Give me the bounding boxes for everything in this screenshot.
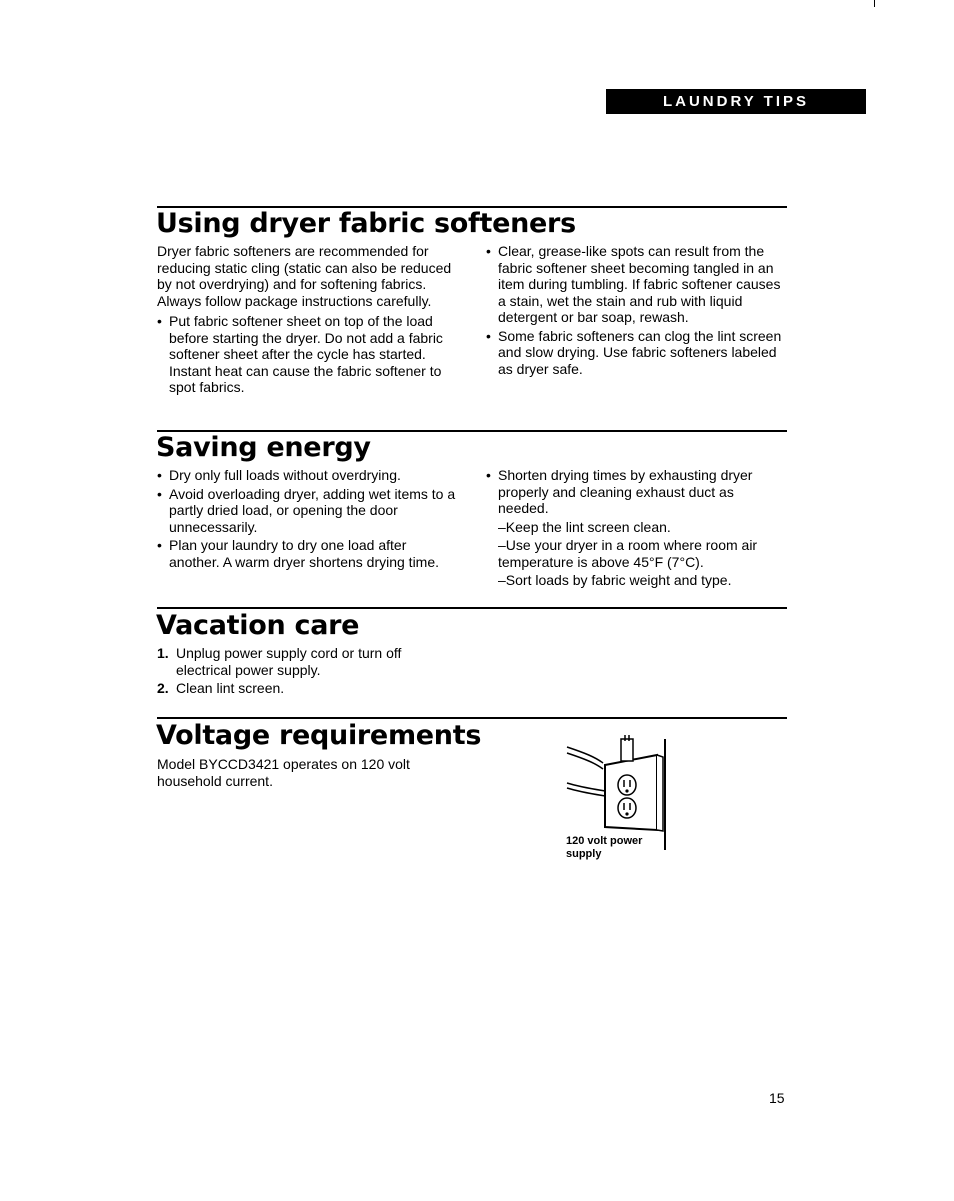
figure-caption: 120 volt power supply xyxy=(566,835,643,860)
list-item: • Clear, grease-like spots can result from the fabric softener sheet becoming tangled in an item during tumbling. If fabric softener causes a stain, wet the stain and rub with liquid detergent or bar soap, rewash. xyxy=(486,243,786,326)
sub-list-item: –Use your dryer in a room where room air temperature is above 45°F (7°C). xyxy=(498,537,758,570)
energy-left-column xyxy=(157,467,457,572)
list-item: • Shorten drying times by exhausting dryer properly and cleaning exhaust duct as needed. xyxy=(486,467,786,517)
voltage-text-column xyxy=(157,756,447,793)
list-item: • Avoid overloading dryer, adding wet items to a partly dried load, or opening the door unnecessarily. xyxy=(157,486,457,536)
softeners-intro: Dryer fabric softeners are recommended for reducing static cling (static can also be reduced by not overdrying) and for softening fabrics. Always follow package instructions carefully. xyxy=(157,243,452,309)
list-item: • Put fabric softener sheet on top of the load before starting the dryer. Do not add a fabric softener sheet after the cycle has started. Instant heat can cause the fabric softener to spot fabrics. xyxy=(157,313,457,396)
step-item xyxy=(157,680,427,697)
vacation-heading: Vacation care xyxy=(156,610,360,641)
energy-right-column xyxy=(486,467,786,591)
list-item: • Some fabric softeners can clog the lint screen and slow drying. Use fabric softeners labeled as dryer safe. xyxy=(486,328,786,378)
vacation-steps xyxy=(157,645,427,699)
energy-heading: Saving energy xyxy=(156,432,371,463)
step-item xyxy=(157,645,427,678)
section-rule xyxy=(157,717,787,719)
crop-mark xyxy=(874,0,875,7)
step-number: 2. xyxy=(157,680,169,696)
softeners-heading: Using dryer fabric softeners xyxy=(156,208,576,239)
page-number: 15 xyxy=(769,1090,785,1106)
section-banner: LAUNDRY TIPS xyxy=(606,89,866,114)
step-text: Clean lint screen. xyxy=(176,680,285,696)
sub-list-item: –Keep the lint screen clean. xyxy=(498,518,671,535)
step-text: Unplug power supply cord or turn off electrical power supply. xyxy=(176,645,402,678)
voltage-text: Model BYCCD3421 operates on 120 volt household current. xyxy=(157,756,410,789)
list-item: • Dry only full loads without overdrying. xyxy=(157,467,457,484)
sub-list-item: –Sort loads by fabric weight and type. xyxy=(498,572,732,588)
list-item: • Plan your laundry to dry one load after another. A warm dryer shortens drying time. xyxy=(157,537,457,570)
softeners-left-column xyxy=(157,243,457,398)
softeners-right-column xyxy=(486,243,786,379)
step-number: 1. xyxy=(157,645,169,661)
section-rule xyxy=(157,607,787,609)
voltage-heading: Voltage requirements xyxy=(156,720,482,751)
